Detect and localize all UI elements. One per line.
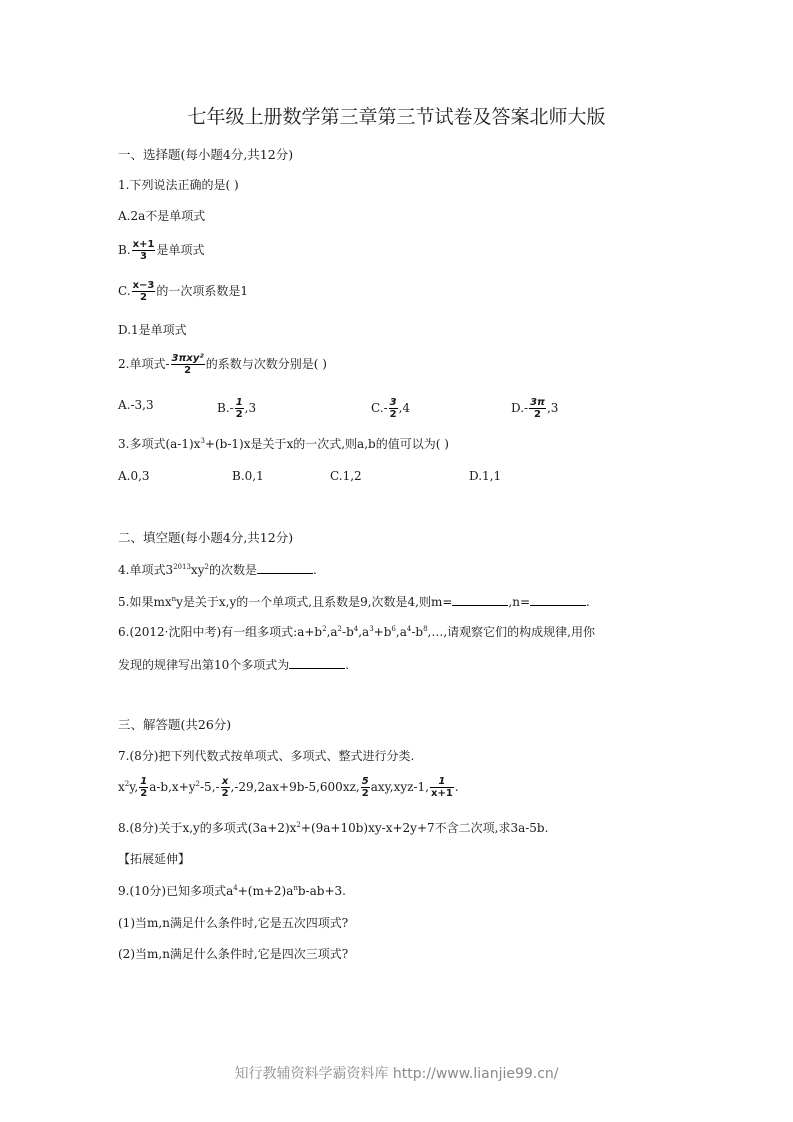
question-8: 8.(8分)关于x,y的多项式$(3a+2)x^2+(9a+10b)xy-x+2y+7$不含二次项,求3a-5b. [118, 821, 549, 835]
question-3-option-a: A.0,3 [118, 469, 150, 483]
question-2-stem: 2.单项式- $\frac{\text{3πxy²}}{2}$ 的系数与次数分别是( ) [118, 353, 327, 376]
question-6-line-2: 发现的规律写出第10个多项式为 . [118, 658, 350, 672]
question-3-option-b: B.0,1 [232, 469, 264, 483]
question-9-stem: 9.(10分)已知多项式$a^4+(m+2)a^nb-ab+3$. [118, 884, 346, 898]
question-1-option-c: C. $\frac{x-3}{2}$ 的一次项系数是1 [118, 280, 249, 303]
question-2-option-c: C.- $\frac{3}{2}$ ,4 [371, 397, 411, 420]
question-9-part-1: (1)当m,n满足什么条件时,它是五次四项式? [118, 916, 349, 930]
question-3-option-c: C.1,2 [330, 469, 362, 483]
footer-watermark: 知行教辅资料学霸资料库 http://www.lianjie99.cn/ [234, 1066, 559, 1082]
answer-blank [452, 593, 508, 606]
extension-heading: 【拓展延伸】 [118, 852, 191, 866]
answer-blank [289, 656, 345, 669]
question-6-line-1: 6.(2012·沈阳中考)有一组多项式$:a+b^2,a^2-b^4,a^3+b^6,a^4-b^8,\dots$,请观察它们的构成规律,用你 [118, 625, 595, 639]
section-2-heading: 二、填空题(每小题4分,共12分) [118, 530, 294, 545]
answer-blank [530, 593, 586, 606]
question-9-part-2: (2)当m,n满足什么条件时,它是四次三项式? [118, 947, 349, 961]
question-3-option-d: D.1,1 [469, 469, 502, 483]
question-2-option-b: B.- $\frac{1}{2}$ ,3 [217, 397, 257, 420]
question-1-option-a: A.2a不是单项式 [118, 209, 206, 223]
question-1-stem: 1.下列说法正确的是( ) [118, 178, 239, 192]
section-1-heading: 一、选择题(每小题4分,共12分) [118, 147, 294, 162]
question-4: 4.单项式$3^{2013}xy^2$的次数是 . [118, 563, 317, 577]
question-7-expressions: $x^2y$, $\frac{1}{2}$ $a-b,x+y^2-5,-$ $\frac{x}{2}$ ,-29,2ax+9b-5,600xz, $\frac{5}{2}$ axy,xyz-1, $\frac{1}{x+1}$ . [118, 776, 459, 799]
question-1-option-d: D.1是单项式 [118, 323, 187, 337]
section-3-heading: 三、解答题(共26分) [118, 717, 232, 732]
question-7-stem: 7.(8分)把下列代数式按单项式、多项式、整式进行分类. [118, 749, 415, 763]
question-1-option-b: B. $\frac{x+1}{3}$ 是单项式 [118, 239, 205, 262]
page-title: 七年级上册数学第三章第三节试卷及答案北师大版 [187, 106, 606, 128]
question-5: 5.如果$mx^ny$是关于x,y的一个单项式,且系数是9,次数是4,则m= ,n= . [118, 595, 590, 609]
question-2-option-d: D.- $\frac{3\pi}{2}$ ,3 [511, 397, 559, 420]
question-2-option-a: A.-3,3 [118, 398, 154, 412]
question-3-stem: 3.多项式$(a-1)x^3+(b-1)x$是关于x的一次式,则a,b的值可以为( ) [118, 437, 449, 451]
answer-blank [257, 561, 313, 574]
